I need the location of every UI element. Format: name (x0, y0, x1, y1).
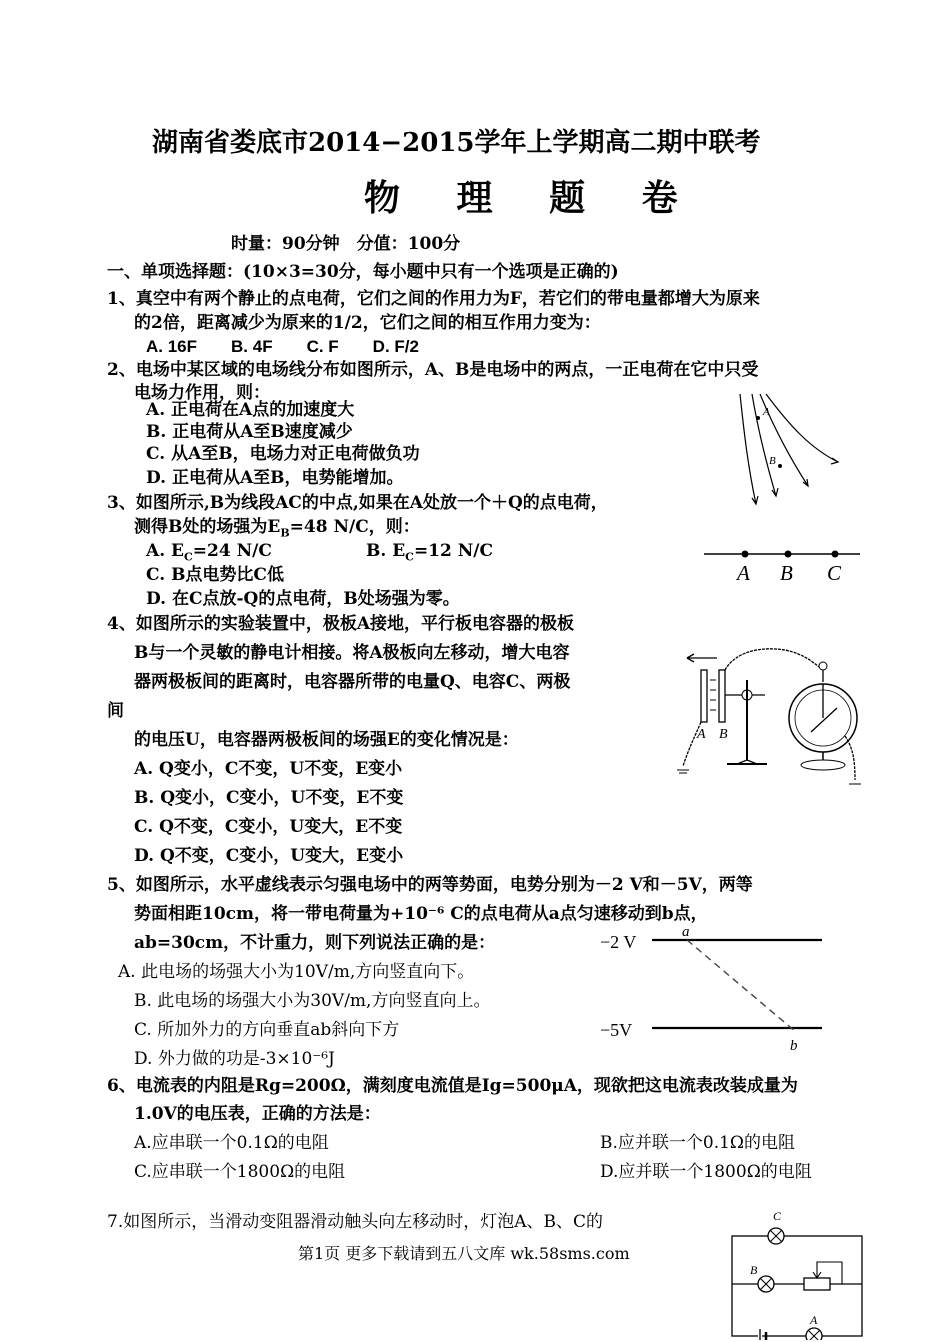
q4-option-c: C. Q不变，C变小，U变大，E不变 (134, 817, 403, 837)
q4-stem-line5: 的电压U，电容器两极板间的场强E的变化情况是： (134, 730, 519, 750)
fig-plate-b-label: B (719, 727, 728, 742)
q6-stem-line1: 6、电流表的内阻是Rg=200Ω，满刻度电流值是Ig=500μA，现欲把这电流表改装成量为 (107, 1076, 798, 1096)
fig-potential-top: −2 V (600, 932, 637, 952)
q6-stem-line2: 1.0V的电压表，正确的方法是： (134, 1104, 381, 1124)
q6-option-b: B.应并联一个0.1Ω的电阻 (600, 1133, 796, 1153)
q4-stem-line2: B与一个灵敏的静电计相接。将A极板向左移动，增大电容 (134, 643, 570, 663)
q2-option-c: C. 从A至B，电场力对正电荷做负功 (146, 444, 420, 464)
q1-options: A. 16F B. 4F C. F D. F/2 (146, 337, 419, 356)
fig-point-b-label: B (769, 455, 776, 467)
q3-option-a-tail: =24 N/C (192, 541, 272, 561)
q5-stem-line1: 5、如图所示，水平虚线表示匀强电场中的两等势面，电势分别为－2 V和－5V，两等 (107, 875, 753, 895)
circuit-figure (722, 1208, 868, 1340)
q4-option-a: A. Q变小，C不变，U不变，E变小 (134, 759, 403, 779)
q3-option-a-sub: C (183, 550, 193, 564)
q4-stem-line4: 间 (107, 701, 124, 721)
q3-option-b-tail: =12 N/C (413, 541, 494, 561)
fig-label-a: A (737, 561, 750, 585)
line-abc-figure (700, 540, 865, 588)
subject-title: 物 理 题 卷 (364, 177, 700, 219)
fig-point-a: a (682, 924, 690, 940)
q3-option-b-sub: C (405, 550, 414, 564)
fig-point-b: b (790, 1038, 798, 1054)
q5-option-a: A. 此电场的场强大小为10V/m,方向竖直向下。 (118, 962, 475, 982)
exam-title: 湖南省娄底市2014−2015学年上学期高二期中联考 (152, 128, 761, 158)
q6-option-d: D.应并联一个1800Ω的电阻 (600, 1162, 812, 1182)
q4-stem-line1: 4、如图所示的实验装置中，极板A接地，平行板电容器的极板 (107, 614, 575, 634)
q3-option-d: D. 在C点放-Q的点电荷，B处场强为零。 (146, 589, 460, 609)
electric-field-lines-figure (730, 392, 850, 512)
fig-lamp-a-label: A (810, 1313, 818, 1327)
q6-option-c: C.应串联一个1800Ω的电阻 (134, 1162, 346, 1182)
fig-label-c: C (827, 561, 842, 585)
time-score: 时量：90分钟 分值：100分 (231, 234, 461, 254)
fig-plate-a-label: A (697, 727, 706, 742)
q3-stem-line1: 3、如图所示,B为线段AC的中点,如果在A处放一个＋Q的点电荷， (107, 493, 608, 513)
fig-point-a-label: A (763, 406, 770, 418)
q2-option-a: A. 正电荷在A点的加速度大 (146, 400, 355, 420)
q2-option-b: B. 正电荷从A至B速度减少 (146, 422, 353, 442)
q3-stem-line2: 测得B处的场强为E (134, 517, 281, 537)
q3-option-c: C. B点电势比C低 (146, 565, 284, 585)
q6-option-a: A.应串联一个0.1Ω的电阻 (134, 1133, 329, 1153)
page-footer: 第1页 更多下载请到五八文库 wk.58sms.com (298, 1244, 630, 1263)
q5-option-b: B. 此电场的场强大小为30V/m,方向竖直向上。 (134, 991, 491, 1011)
capacitor-electrometer-figure (665, 640, 865, 790)
q4-option-d: D. Q不变，C变小，U变大，E变小 (134, 846, 404, 866)
fig-lamp-c-label: C (773, 1209, 782, 1223)
q4-stem-line3: 器两极板间的距离时，电容器所带的电量Q、电容C、两极 (134, 672, 571, 692)
fig-lamp-b-label: B (750, 1263, 758, 1277)
fig-potential-bottom: −5V (600, 1020, 633, 1040)
q5-stem-line3: ab=30cm，不计重力，则下列说法正确的是： (134, 933, 496, 953)
q5-option-c: C. 所加外力的方向垂直ab斜向下方 (134, 1020, 400, 1040)
q3-option-b: B. E (366, 541, 406, 561)
q4-option-b: B. Q变小，C变小，U不变，E不变 (134, 788, 404, 808)
q2-stem-line2: 电场力作用，则： (134, 383, 270, 403)
q2-option-d: D. 正电荷从A至B，电势能增加。 (146, 468, 404, 488)
q2-stem-line1: 2、电场中某区域的电场线分布如图所示，A、B是电场中的两点，一正电荷在它中只受 (107, 360, 759, 380)
q3-stem-tail: =48 N/C，则： (289, 517, 420, 537)
equipotential-figure (590, 920, 830, 1055)
section-heading: 一、单项选择题：(10×3=30分，每小题中只有一个选项是正确的) (107, 262, 619, 282)
q1-stem-line1: 1、真空中有两个静止的点电荷，它们之间的作用力为F，若它们的带电量都增大为原来 (107, 289, 760, 309)
q3-option-a: A. E (146, 541, 184, 561)
q5-option-d: D. 外力做的功是-3×10⁻⁶J (134, 1049, 335, 1069)
fig-label-b: B (780, 561, 793, 585)
q7-stem: 7.如图所示，当滑动变阻器滑动触头向左移动时，灯泡A、B、C的 (107, 1212, 603, 1232)
q3-stem-sub: B (280, 526, 290, 540)
q1-stem-line2: 的2倍，距离减少为原来的1/2，它们之间的相互作用力变为： (134, 313, 601, 333)
q5-stem-line2: 势面相距10cm，将一带电荷量为+10⁻⁶ C的点电荷从a点匀速移动到b点， (134, 904, 708, 924)
